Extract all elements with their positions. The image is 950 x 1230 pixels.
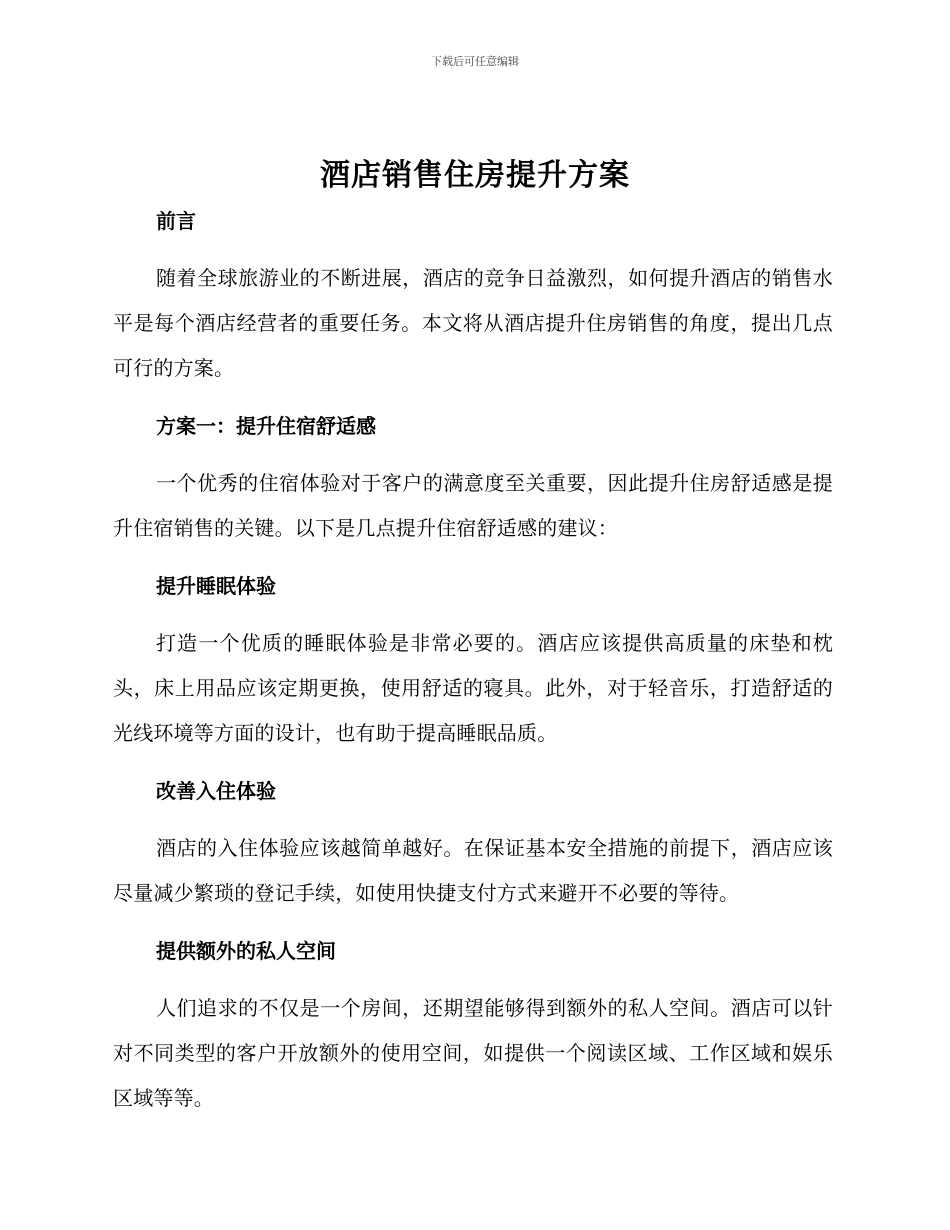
section-paragraph: 人们追求的不仅是一个房间，还期望能够得到额外的私人空间。酒店可以针对不同类型的客户开放额外的使用空间，如提供一个阅读区域、工作区域和娱乐区域等等。 [113,996,833,1110]
section-heading: 改善入住体验 [156,779,276,803]
section-plan-one [113,403,833,563]
section-paragraph: 打造一个优质的睡眠体验是非常必要的。酒店应该提供高质量的床垫和枕头，床上用品应该定期更换，使用舒适的寝具。此外，对于轻音乐，打造舒适的光线环境等方面的设计，也有助于提高睡眠品质。 [113,631,833,745]
document-body [113,198,833,1121]
section-heading: 前言 [156,209,196,233]
section-heading: 提升睡眠体验 [156,574,276,598]
section-heading: 方案一：提升住宿舒适感 [156,414,376,438]
header-note: 下载后可任意编辑 [431,55,519,68]
section-sleep-experience [113,563,833,768]
section-private-space [113,928,833,1121]
document-title: 酒店销售住房提升方案 [320,158,630,193]
section-paragraph: 酒店的入住体验应该越简单越好。在保证基本安全措施的前提下，酒店应该尽量减少繁琐的登记手续，如使用快捷支付方式来避开不必要的等待。 [113,836,833,905]
section-paragraph: 随着全球旅游业的不断进展，酒店的竞争日益激烈，如何提升酒店的销售水平是每个酒店经营者的重要任务。本文将从酒店提升住房销售的角度，提出几点可行的方案。 [113,266,833,380]
section-preface [113,198,833,403]
section-paragraph: 一个优秀的住宿体验对于客户的满意度至关重要，因此提升住房舒适感是提升住宿销售的关键。以下是几点提升住宿舒适感的建议： [113,471,833,540]
section-heading: 提供额外的私人空间 [156,939,336,963]
section-checkin-experience [113,768,833,928]
